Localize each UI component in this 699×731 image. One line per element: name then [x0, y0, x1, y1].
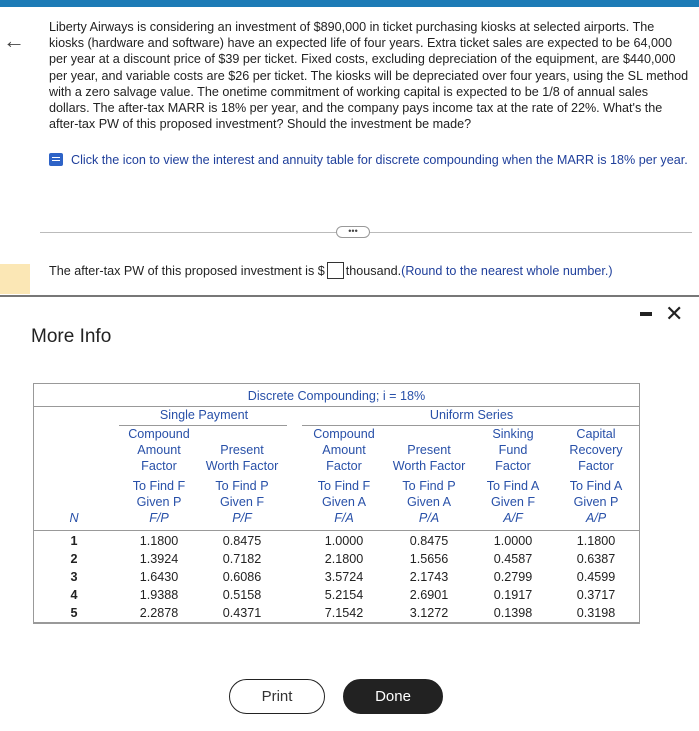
col-formula: P/F [232, 511, 252, 525]
table-cell: 0.1917 [493, 588, 533, 602]
col-find: To Find A [486, 479, 540, 493]
table-cell: 1.9388 [139, 588, 179, 602]
title-underline [34, 406, 639, 407]
col-given: Given P [136, 495, 182, 509]
modal-title: More Info [31, 326, 112, 347]
col-formula: P/A [418, 511, 440, 525]
table-cell: 0.8475 [222, 534, 262, 548]
row-n: 1 [70, 534, 78, 548]
table-cell: 1.0000 [493, 534, 533, 548]
table-cell: 1.0000 [324, 534, 364, 548]
col-label-3: Factor [495, 459, 531, 473]
col-find: To Find P [402, 479, 456, 493]
print-button[interactable]: Print [229, 679, 325, 714]
row-n: 2 [70, 552, 78, 566]
col-formula: F/P [149, 511, 169, 525]
header-rule [34, 530, 639, 531]
table-cell: 0.4371 [222, 606, 262, 620]
col-label-1: Compound [128, 427, 190, 441]
col-label-2: Present [407, 443, 451, 457]
table-cell: 0.8475 [409, 534, 449, 548]
table-cell: 1.1800 [139, 534, 179, 548]
col-label-3: Worth Factor [392, 459, 466, 473]
table-cell: 7.1542 [324, 606, 364, 620]
col-label-2: Amount [137, 443, 181, 457]
minimize-icon[interactable] [640, 312, 652, 316]
table-cell: 2.1800 [324, 552, 364, 566]
done-button[interactable]: Done [343, 679, 443, 714]
table-cell: 2.1743 [409, 570, 449, 584]
table-cell: 5.2154 [324, 588, 364, 602]
table-cell: 0.1398 [493, 606, 533, 620]
table-cell: 0.4587 [493, 552, 533, 566]
interest-table [33, 383, 640, 624]
col-label-2: Fund [498, 443, 528, 457]
row-n: 4 [70, 588, 78, 602]
row-n: 3 [70, 570, 78, 584]
table-icon[interactable] [49, 153, 63, 166]
answer-suffix: thousand. [345, 264, 402, 278]
n-column-separator [34, 622, 639, 623]
close-icon[interactable]: ✕ [665, 301, 684, 326]
table-hint [49, 149, 689, 171]
table-cell: 0.3198 [576, 606, 616, 620]
answer-line [49, 262, 613, 280]
table-cell: 1.3924 [139, 552, 179, 566]
table-cell: 2.2878 [139, 606, 179, 620]
group-single-payment: Single Payment [159, 408, 249, 422]
single-payment-rule [119, 425, 287, 426]
answer-input[interactable] [327, 262, 344, 279]
table-cell: 1.1800 [576, 534, 616, 548]
expand-ellipsis-button[interactable]: ••• [336, 226, 370, 238]
table-hint-link[interactable]: Click the icon to view the interest and annuity table for discrete compounding when the MARR is 18% per year. [71, 153, 688, 167]
top-accent-bar [0, 0, 699, 7]
table-cell: 1.5656 [409, 552, 449, 566]
col-label-2: Present [220, 443, 264, 457]
col-find: To Find F [132, 479, 186, 493]
col-formula: A/P [585, 511, 607, 525]
col-label-1: Sinking [492, 427, 534, 441]
col-formula: F/A [334, 511, 354, 525]
col-label-3: Factor [578, 459, 614, 473]
answer-rounding-note: (Round to the nearest whole number.) [401, 264, 613, 278]
col-given: Given A [406, 495, 452, 509]
table-cell: 0.7182 [222, 552, 262, 566]
col-given: Given P [573, 495, 619, 509]
uniform-series-rule [302, 425, 639, 426]
table-cell: 0.2799 [493, 570, 533, 584]
col-find: To Find A [569, 479, 623, 493]
table-cell: 2.6901 [409, 588, 449, 602]
col-label-1: Capital [576, 427, 616, 441]
col-label-3: Factor [326, 459, 362, 473]
col-label-2: Amount [322, 443, 366, 457]
col-label-3: Worth Factor [205, 459, 279, 473]
modal-top-border [0, 295, 699, 297]
table-cell: 0.5158 [222, 588, 262, 602]
table-title: Discrete Compounding; i = 18% [247, 389, 426, 403]
n-header: N [69, 511, 79, 525]
table-cell: 0.3717 [576, 588, 616, 602]
table-cell: 0.6086 [222, 570, 262, 584]
table-cell: 3.1272 [409, 606, 449, 620]
col-label-2: Recovery [569, 443, 623, 457]
row-n: 5 [70, 606, 78, 620]
table-cell: 1.6430 [139, 570, 179, 584]
col-find: To Find P [215, 479, 269, 493]
col-label-1: Compound [313, 427, 375, 441]
col-given: Given A [321, 495, 367, 509]
problem-statement: Liberty Airways is considering an investment of $890,000 in ticket purchasing kiosks at selected airports. The kiosks (hardware and software) have an expected life of four years. Extra ticket sales are expected to be 64,000 per year at a discount price of $39 per ticket. Fixed costs, excluding depreciation of the equipment, are $440,000 per year, and variable costs are $26 per ticket. The kiosks will be depreciated over four years, using the SL method with a zero salvage value. The onetime commitment of working capital is expected to be 1/8 of annual sales dollars. The after-tax MARR is 18% per year, and the company pays income tax at the rate of 22%. What's the after-tax PW of this proposed investment? Should the investment be made? [49, 20, 689, 132]
back-arrow-icon[interactable]: ← [3, 28, 25, 53]
answer-prefix: The after-tax PW of this proposed investment is $ [49, 264, 325, 278]
table-cell: 0.6387 [576, 552, 616, 566]
table-cell: 3.5724 [324, 570, 364, 584]
col-find: To Find F [317, 479, 371, 493]
col-given: Given F [219, 495, 265, 509]
col-label-3: Factor [141, 459, 177, 473]
answer-highlight-marker [0, 264, 30, 294]
table-cell: 0.4599 [576, 570, 616, 584]
col-formula: A/F [503, 511, 523, 525]
group-uniform-series: Uniform Series [429, 408, 514, 422]
col-given: Given F [490, 495, 536, 509]
